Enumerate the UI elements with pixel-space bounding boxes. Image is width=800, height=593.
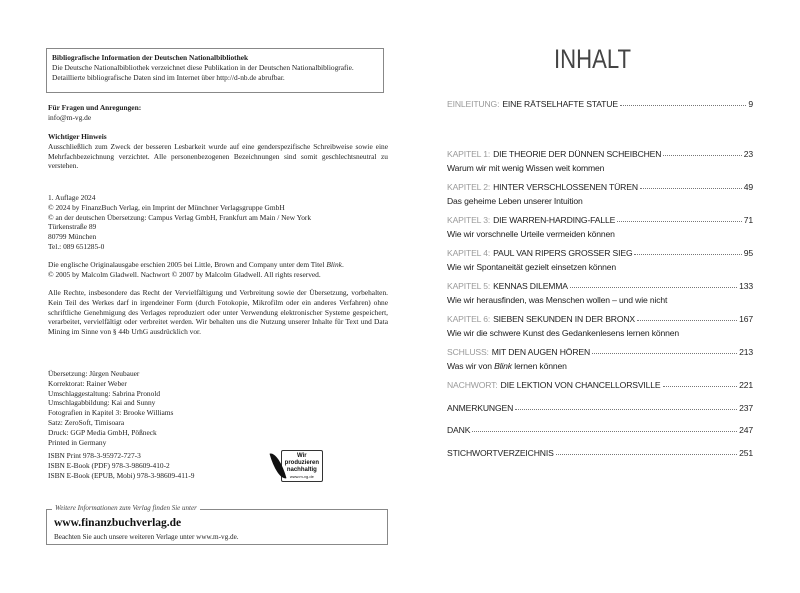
toc-prefix: KAPITEL 1: [447,149,491,159]
toc-title: DIE THEORIE DER DÜNNEN SCHEIBCHEN [493,149,662,159]
logo-url: www.m-vg.de [289,474,314,479]
toc-prefix: KAPITEL 6: [447,314,491,324]
toc-subtitle [447,361,753,371]
credit-line: Umschlaggestaltung: Sabrina Pronold [48,388,161,398]
dot-leader [617,221,742,222]
toc-prefix: NACHWORT: [447,380,498,390]
original-suffix: . [341,260,344,269]
toc-subtitle: Wie wir herausfinden, was Menschen wollen – und wie nicht [447,295,668,305]
toc-entry[interactable] [447,403,753,413]
credits-block [48,369,388,447]
contact-heading: Für Fragen und Anregungen: [48,103,142,112]
credit-line: Satz: ZeroSoft, Timisoara [48,417,125,427]
subtitle-suffix: lernen können [511,361,567,371]
toc-title: PAUL VAN RIPERS GROSSER SIEG [493,248,633,258]
toc-entry[interactable] [447,281,753,305]
notice-heading: Wichtiger Hinweis [48,132,107,141]
credit-line: Druck: GGP Media GmbH, Pößneck [48,427,157,437]
dot-leader [663,155,741,156]
dot-leader [570,287,737,288]
toc-subtitle: Wie wir die schwere Kunst des Gedankenlesens lernen können [447,328,680,338]
toc-page-number: 167 [739,314,753,324]
logo-line-2: nachhaltig [286,467,317,473]
sustainability-logo [273,449,323,483]
toc-entry[interactable] [447,182,753,206]
toc-title: HINTER VERSCHLOSSENEN TÜREN [493,182,638,192]
dot-leader [515,409,737,410]
toc-entry[interactable] [447,448,753,458]
page-title: INHALT [553,44,632,74]
dot-leader [620,105,746,106]
contact-email[interactable]: info@m-vg.de [48,112,92,122]
dot-leader [472,431,737,432]
toc-subtitle: Wie wir vorschnelle Urteile vermeiden können [447,229,615,239]
toc-prefix: SCHLUSS: [447,347,489,357]
toc-prefix: KAPITEL 5: [447,281,491,291]
logo-line-1: Wir produzieren [284,453,319,466]
original-edition-block [48,260,388,280]
dot-leader [592,353,737,354]
toc-title: MIT DEN AUGEN HÖREN [491,347,591,357]
toc-title: EINE RÄTSELHAFTE STATUE [502,99,618,109]
dot-leader [556,454,737,455]
toc-page-number: 49 [743,182,753,192]
toc-subtitle: Das geheime Leben unserer Intuition [447,196,583,206]
toc-entry[interactable] [447,425,753,435]
toc-page-number: 221 [739,380,753,390]
toc-page-number: 133 [739,281,753,291]
isbn-block [48,451,268,480]
toc-title: DANK [447,425,471,435]
toc-entry[interactable] [447,347,753,371]
address-street: Türkenstraße 89 [48,222,97,232]
toc-page-number: 237 [739,403,753,413]
toc-prefix: KAPITEL 4: [447,248,491,258]
publisher-web-box [46,504,388,545]
toc-prefix: KAPITEL 3: [447,215,491,225]
toc-page-number: 251 [739,448,753,458]
phone-line: Tel.: 089 651285-0 [48,241,105,251]
notice-text: Ausschließlich zum Zweck der besseren Lesbarkeit wurde auf eine genderspezifische Schreibweise sowie eine Mehrfachbezeichnung verzichtet. Alle personenbezogenen Bezeichnungen sind somit geschlechtsneutral zu verstehen. [48,141,388,171]
toc-title: KENNAS DILEMMA [493,281,568,291]
toc-entry[interactable] [447,149,753,173]
toc-entry[interactable] [447,380,753,390]
toc-prefix: KAPITEL 2: [447,182,491,192]
publisher-block [48,193,388,252]
toc-page-number: 9 [748,99,753,109]
toc-page-number: 95 [743,248,753,258]
bib-heading: Bibliografische Information der Deutschen Nationalbibliothek [52,53,249,62]
toc-subtitle: Warum wir mit wenig Wissen weit kommen [447,163,605,173]
publisher-url[interactable]: www.finanzbuchverlag.de [54,517,182,529]
credit-line: Übersetzung: Jürgen Neubauer [48,369,140,378]
isbn-line: ISBN E-Book (PDF) 978-3-98609-410-2 [48,460,170,470]
dot-leader [640,188,742,189]
original-title: Blink [326,260,342,269]
original-line-2: © 2005 by Malcolm Gladwell. Nachwort © 2007 by Malcolm Gladwell. All rights reserved. [48,269,321,279]
toc-title: SIEBEN SEKUNDEN IN DER BRONX [493,314,636,324]
credit-line: Fotografien in Kapitel 3: Brooke Williams [48,408,174,418]
toc-page-number: 247 [739,425,753,435]
subtitle-prefix: Was wir von [447,361,495,371]
logo-text [281,450,323,482]
toc-entry[interactable] [447,215,753,239]
edition-line: 1. Auflage 2024 [48,193,96,202]
other-publishers-note: Beachten Sie auch unsere weiteren Verlage unter www.m-vg.de. [54,533,239,541]
toc-entry[interactable] [447,99,753,109]
contact-block [48,103,388,123]
subtitle-italic: Blink [494,361,512,371]
bib-text: Die Deutsche Nationalbibliothek verzeichnet diese Publikation in der Deutschen Nationalbibliografie. Detaillierte bibliografische Daten sind im Internet über http://d-nb.de abrufbar. [52,62,354,82]
credit-line: Printed in Germany [48,437,107,447]
toc-page-number: 213 [739,347,753,357]
toc-title: STICHWORTVERZEICHNIS [447,448,554,458]
original-line-1 [48,260,388,270]
toc-prefix: EINLEITUNG: [447,99,500,109]
toc-entry[interactable] [447,314,753,338]
toc-title: DIE WARREN-HARDING-FALLE [493,215,616,225]
translation-copyright-line: © an der deutschen Übersetzung: Campus Verlag GmbH, Frankfurt am Main / New York [48,212,312,222]
credit-line: Umschlagabbildung: Kai and Sunny [48,398,156,408]
notice-block [48,132,388,171]
toc-page-number: 23 [743,149,753,159]
isbn-line: ISBN Print 978-3-95972-727-3 [48,451,141,460]
bibliographic-info-box [46,48,384,93]
credit-line: Korrektorat: Rainer Weber [48,378,127,388]
address-city: 80799 München [48,232,97,242]
dot-leader [634,254,741,255]
toc-title: ANMERKUNGEN [447,403,514,413]
dot-leader [637,320,737,321]
copyright-line: © 2024 by FinanzBuch Verlag, ein Imprint der Münchner Verlagsgruppe GmbH [48,202,285,212]
isbn-line: ISBN E-Book (EPUB, Mobi) 978-3-98609-411-9 [48,470,195,480]
toc-subtitle: Wie wir Spontaneität gezielt einsetzen können [447,262,617,272]
toc-page-number: 71 [743,215,753,225]
toc-title: DIE LEKTION VON CHANCELLORSVILLE [500,380,661,390]
original-text: Die englische Originalausgabe erschien 2005 bei Little, Brown and Company unter dem Titel [48,260,327,269]
toc-entry[interactable] [447,248,753,272]
dot-leader [663,386,738,387]
rights-text: Alle Rechte, insbesondere das Recht der Vervielfältigung und Verbreitung sowie der Übersetzung, vorbehalten. Kein Teil des Werkes darf in irgendeiner Form (durch Fotokopie, Mikrofilm oder ein anderes Verfahren) ohne schriftliche Genehmigung des Verlages reproduziert oder unter Verwendung elektronischer Systeme gespeichert, verarbeitet, vervielfältigt oder verbreitet werden. Wir behalten uns die Nutzung unserer Inhalte für Text und Data Mining im Sinne von § 44b UrhG ausdrücklich vor. [48,288,388,337]
web-box-legend: Weitere Informationen zum Verlag finden Sie unter [52,504,200,512]
